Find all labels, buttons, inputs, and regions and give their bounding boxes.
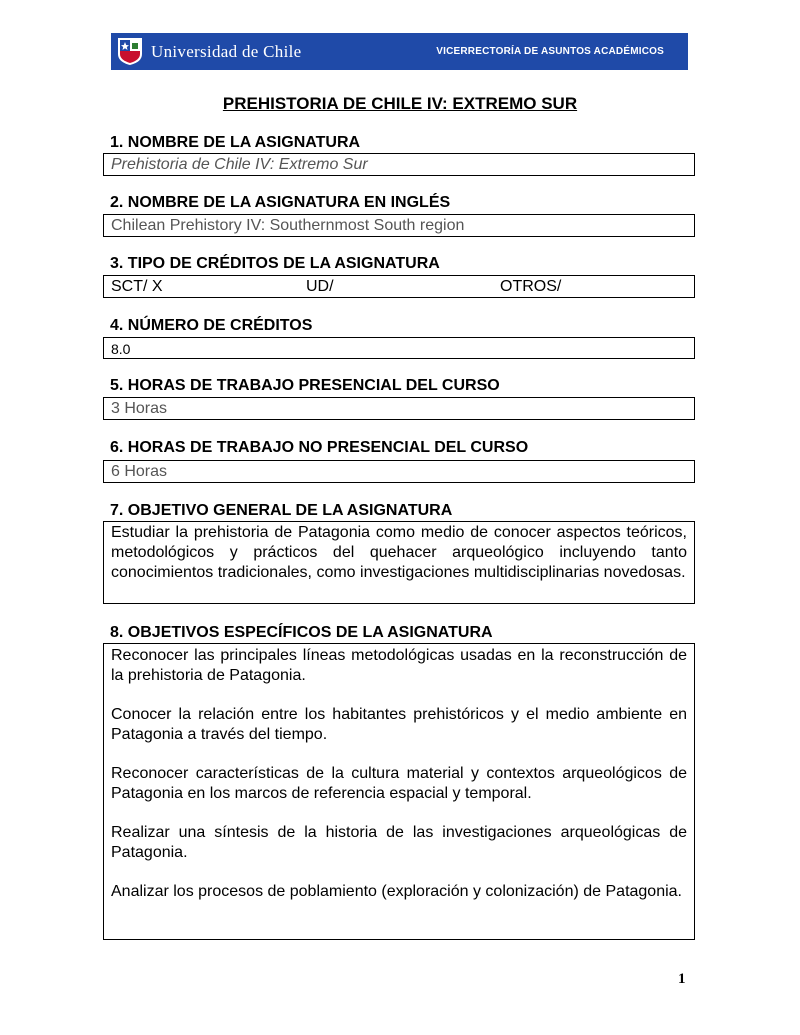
page-number: 1 <box>678 971 686 987</box>
specific-objectives-box <box>103 643 695 940</box>
general-objective-box: Estudiar la prehistoria de Patagonia como medio de conocer aspectos teóricos, metodológicos y prácticos del quehacer arqueológico incluyendo tanto conocimientos tradicionales, como investigaciones multidisciplinarias novedosas. <box>103 521 695 604</box>
credit-number-box: 8.0 <box>103 337 695 359</box>
section-7-heading: 7. OBJETIVO GENERAL DE LA ASIGNATURA <box>110 502 453 519</box>
university-crest-icon <box>117 37 143 66</box>
credit-type-otros: OTROS/ <box>500 278 562 295</box>
vicerrectoria-label: VICERRECTORÍA DE ASUNTOS ACADÉMICOS <box>436 46 664 57</box>
specific-objective-item: Reconocer las principales líneas metodológicas usadas en la reconstrucción de la prehistoria de Patagonia. <box>111 647 687 684</box>
course-name-english-box: Chilean Prehistory IV: Southernmost South region <box>103 214 695 237</box>
credit-type-box <box>103 275 695 298</box>
section-5-heading: 5. HORAS DE TRABAJO PRESENCIAL DEL CURSO <box>110 377 500 394</box>
section-2-heading: 2. NOMBRE DE LA ASIGNATURA EN INGLÉS <box>110 194 451 211</box>
section-1-heading: 1. NOMBRE DE LA ASIGNATURA <box>110 134 361 151</box>
section-4-heading: 4. NÚMERO DE CRÉDITOS <box>110 317 313 334</box>
course-name-box: Prehistoria de Chile IV: Extremo Sur <box>103 153 695 176</box>
specific-objective-item: Realizar una síntesis de la historia de las investigaciones arqueológicas de Patagonia. <box>111 824 687 861</box>
credit-type-sct: SCT/ X <box>111 278 163 295</box>
specific-objective-item: Analizar los procesos de poblamiento (exploración y colonización) de Patagonia. <box>111 883 682 900</box>
section-6-heading: 6. HORAS DE TRABAJO NO PRESENCIAL DEL CURSO <box>110 439 529 456</box>
credit-type-ud: UD/ <box>306 278 334 295</box>
presential-hours-box: 3 Horas <box>103 397 695 420</box>
non-presential-hours-box: 6 Horas <box>103 460 695 483</box>
university-name: Universidad de Chile <box>151 42 302 61</box>
header-banner <box>111 33 688 70</box>
specific-objective-item: Conocer la relación entre los habitantes prehistóricos y el medio ambiente en Patagonia a través del tiempo. <box>111 706 687 743</box>
section-8-heading: 8. OBJETIVOS ESPECÍFICOS DE LA ASIGNATURA <box>110 624 493 641</box>
section-3-heading: 3. TIPO DE CRÉDITOS DE LA ASIGNATURA <box>110 255 440 272</box>
specific-objective-item: Reconocer características de la cultura material y contextos arqueológicos de Patagonia en los marcos de referencia espacial y temporal. <box>111 765 687 802</box>
document-title: PREHISTORIA DE CHILE IV: EXTREMO SUR <box>222 94 578 113</box>
